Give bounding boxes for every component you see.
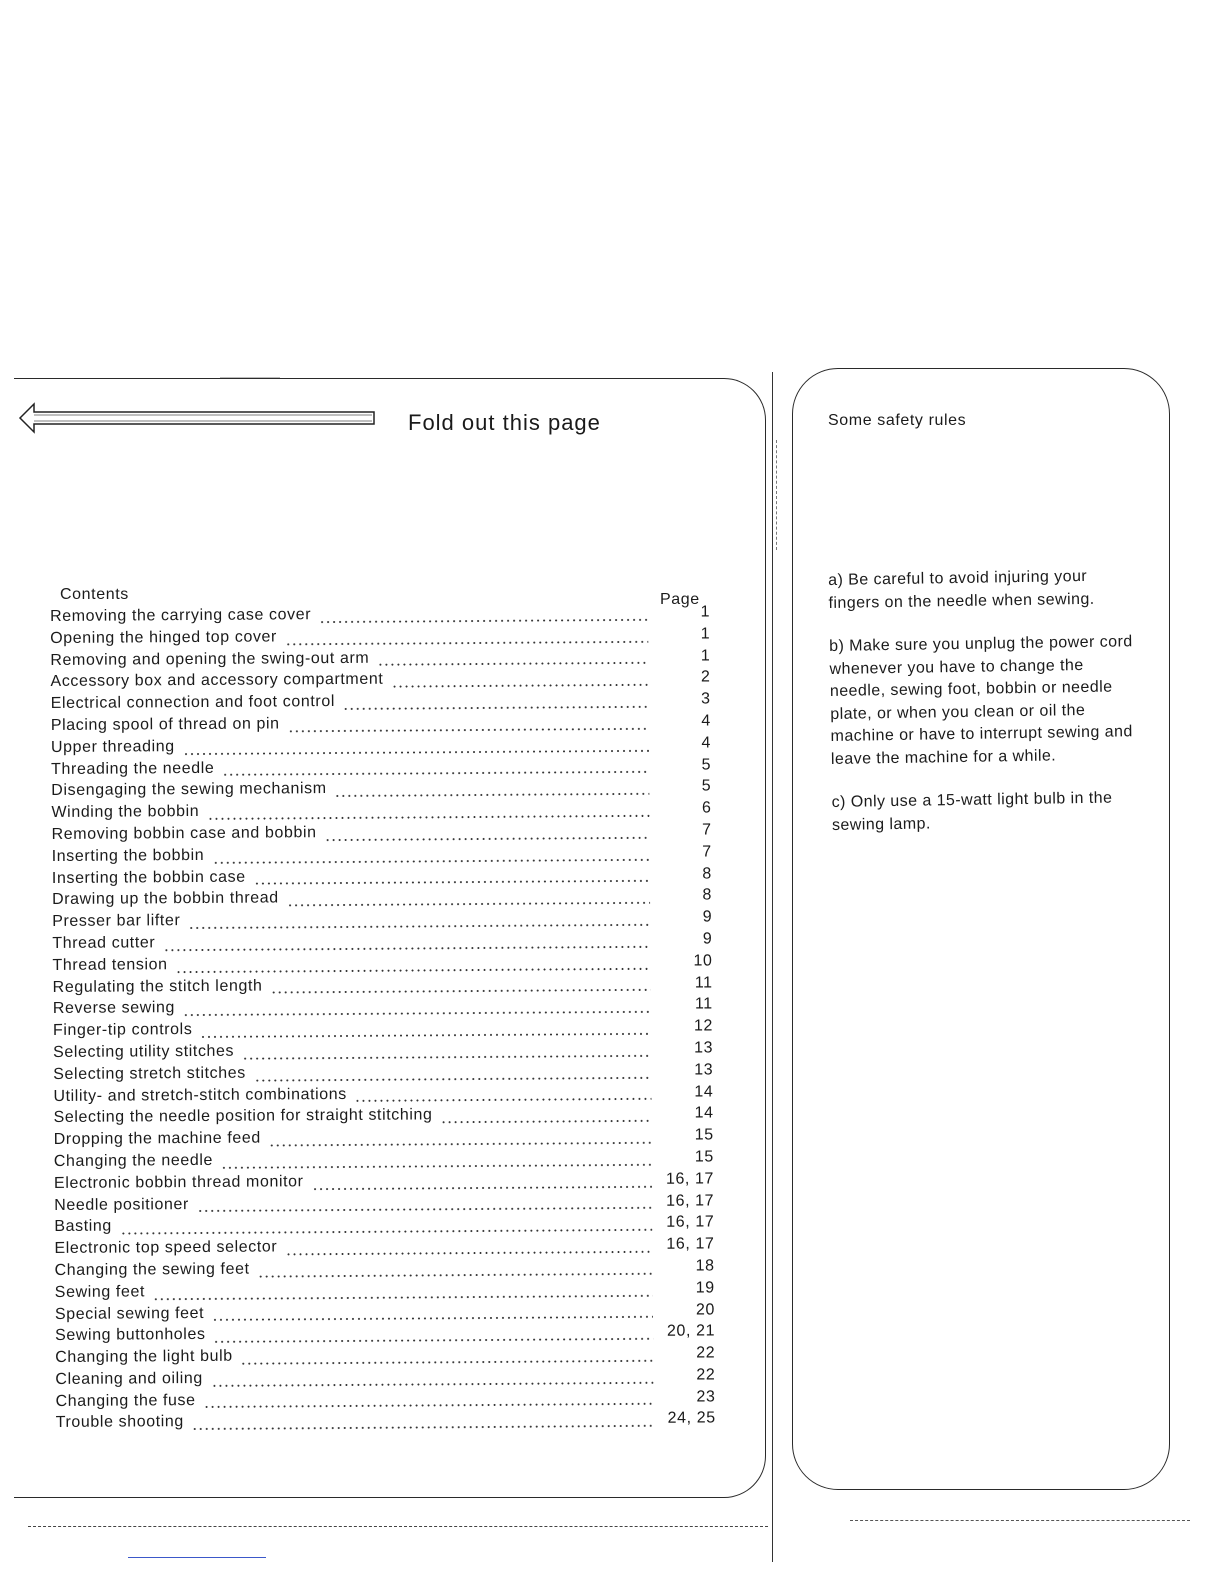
toc-entry-page: 1: [700, 646, 711, 665]
toc-dot-leader: [391, 684, 648, 688]
toc-dot-leader: [192, 1425, 654, 1430]
blue-scan-mark: [128, 1557, 266, 1558]
toc-dot-leader: [183, 1011, 651, 1016]
toc-dot-leader: [212, 1316, 653, 1321]
toc-entry-page: 19: [695, 1279, 715, 1297]
toc-dot-leader: [325, 837, 650, 841]
toc-entry-page: 15: [694, 1126, 714, 1144]
toc-entry-page: 20, 21: [666, 1322, 716, 1341]
safety-rules-title: Some safety rules: [828, 412, 967, 429]
fold-arrow-icon: [18, 400, 378, 436]
toc-entry-title: Selecting stretch stitches: [53, 1064, 246, 1083]
contents-heading: Contents: [60, 586, 129, 603]
toc-dot-leader: [285, 640, 648, 645]
toc-entry-title: Inserting the bobbin: [51, 846, 205, 865]
safety-rules-list: [828, 565, 1144, 858]
toc-dot-leader: [285, 1251, 652, 1256]
toc-entry-title: Selecting utility stitches: [53, 1042, 235, 1061]
toc-entry-title: Basting: [54, 1217, 112, 1236]
toc-entry-page: 6: [701, 799, 712, 817]
toc-entry-page: 9: [702, 908, 713, 926]
toc-entry-page: 18: [695, 1257, 715, 1275]
toc-entry-page: 3: [701, 690, 711, 708]
toc-entry-title: Opening the hinged top cover: [50, 628, 277, 647]
fold-dash-line: [776, 440, 777, 550]
toc-entry-title: Cleaning and oiling: [55, 1369, 203, 1388]
toc-entry-page: 22: [696, 1366, 716, 1384]
toc-entry-page: 11: [694, 995, 713, 1013]
toc-entry-page: 11: [694, 973, 713, 992]
toc-dot-leader: [319, 619, 648, 623]
toc-dot-leader: [271, 989, 651, 994]
toc-entry-title: Regulating the stitch length: [52, 977, 263, 996]
toc-entry-page: 13: [694, 1039, 714, 1057]
safety-rule-b: b) Make sure you unplug the power cord whenever you have to change the needle, sewing foot, bobbin or needle plate, or when you clean or oil the machine or have to interrupt sewing and leave the machine for a while.: [829, 633, 1133, 768]
toc-dot-leader: [441, 1120, 652, 1123]
toc-entry-page: 4: [701, 734, 712, 752]
right-page-frame: [792, 368, 1170, 1490]
toc-entry-page: 13: [694, 1061, 714, 1079]
center-fold-line: [772, 372, 773, 1562]
toc-dot-leader: [343, 706, 649, 710]
bottom-scan-line-right: [850, 1520, 1190, 1521]
toc-entry-title: Winding the bobbin: [51, 803, 200, 822]
toc-entry-page: 16, 17: [666, 1213, 715, 1232]
toc-entry-page: 16, 17: [665, 1170, 715, 1188]
toc-entry-title: Removing and opening the swing-out arm: [50, 649, 370, 669]
toc-entry-title: Trouble shooting: [55, 1413, 184, 1432]
toc-entry-title: Presser bar lifter: [52, 912, 181, 931]
fold-out-title: Fold out this page: [408, 410, 601, 435]
toc-entry-title: Finger-tip controls: [52, 1021, 193, 1040]
safety-rule-c: c) Only use a 15-watt light bulb in the sewing lamp.: [831, 789, 1113, 834]
toc-dot-leader: [254, 880, 650, 885]
toc-entry-title: Thread tension: [52, 955, 168, 974]
toc-dot-leader: [287, 902, 650, 907]
toc-entry-title: Upper threading: [50, 737, 175, 756]
toc-entry-page: 10: [693, 952, 713, 970]
toc-entry-page: 5: [701, 777, 712, 795]
toc-entry-title: Selecting the needle position for straight stitching: [53, 1106, 433, 1127]
toc-entry-title: Inserting the bobbin case: [51, 868, 246, 887]
toc-entry-page: 14: [694, 1104, 714, 1122]
toc-entry-page: 8: [702, 864, 712, 883]
toc-dot-leader: [355, 1098, 652, 1102]
toc-entry-page: 1: [700, 603, 711, 621]
toc-dot-leader: [242, 1055, 651, 1060]
toc-dot-leader: [211, 1381, 653, 1386]
table-of-contents: [50, 603, 716, 1438]
toc-entry-title: Special sewing feet: [54, 1304, 205, 1323]
safety-rule-a: a) Be careful to avoid injuring your fingers on the needle when sewing.: [828, 567, 1095, 612]
toc-dot-leader: [120, 1229, 652, 1235]
toc-dot-leader: [200, 1033, 651, 1038]
toc-entry-page: 24, 25: [667, 1409, 716, 1428]
toc-dot-leader: [258, 1273, 653, 1278]
toc-dot-leader: [377, 662, 648, 666]
toc-dot-leader: [222, 771, 649, 776]
toc-dot-leader: [312, 1185, 652, 1189]
toc-entry: [56, 1410, 716, 1436]
toc-entry-page: 1: [700, 625, 711, 643]
toc-entry-title: Needle positioner: [54, 1195, 189, 1214]
toc-entry-title: Reverse sewing: [52, 999, 176, 1018]
toc-entry-title: Disengaging the sewing mechanism: [51, 780, 327, 800]
toc-entry-page: 5: [701, 755, 712, 774]
toc-dot-leader: [288, 728, 649, 733]
toc-entry-page: 14: [694, 1082, 714, 1101]
toc-entry-page: 16, 17: [665, 1191, 715, 1210]
toc-dot-leader: [214, 1338, 654, 1343]
toc-entry-title: Dropping the machine feed: [53, 1129, 261, 1149]
toc-entry-page: 20: [695, 1300, 715, 1319]
toc-entry-title: Placing spool of thread on pin: [50, 715, 280, 734]
toc-dot-leader: [176, 967, 651, 972]
toc-entry-title: Changing the light bulb: [55, 1347, 233, 1367]
page-column-heading: Page: [660, 591, 700, 608]
toc-entry-page: 7: [702, 821, 712, 839]
toc-entry-title: Sewing buttonholes: [55, 1326, 206, 1345]
toc-entry-title: Electronic top speed selector: [54, 1238, 278, 1258]
toc-dot-leader: [241, 1360, 654, 1365]
toc-dot-leader: [335, 793, 650, 797]
toc-entry-title: Electrical connection and foot control: [50, 693, 336, 713]
toc-dot-leader: [197, 1207, 652, 1212]
toc-entry-title: Thread cutter: [52, 934, 156, 952]
toc-dot-leader: [254, 1076, 651, 1081]
toc-entry-page: 22: [696, 1344, 716, 1362]
toc-entry-page: 15: [694, 1148, 714, 1166]
toc-entry-page: 23: [696, 1388, 716, 1406]
toc-entry-page: 9: [702, 930, 713, 948]
toc-entry-title: Changing the sewing feet: [54, 1260, 250, 1279]
toc-entry-title: Threading the needle: [51, 759, 215, 778]
toc-dot-leader: [204, 1403, 654, 1408]
toc-dot-leader: [212, 858, 649, 863]
toc-entry-title: Electronic bobbin thread monitor: [53, 1172, 304, 1192]
toc-entry-title: Removing bobbin case and bobbin: [51, 824, 317, 843]
toc-entry-page: 7: [702, 843, 712, 861]
toc-entry-page: 2: [700, 668, 711, 686]
toc-entry-title: Changing the needle: [53, 1151, 214, 1170]
toc-dot-leader: [269, 1142, 652, 1147]
toc-entry-page: 12: [693, 1017, 713, 1035]
toc-entry-title: Removing the carrying case cover: [50, 606, 312, 625]
toc-entry-title: Utility- and stretch-stitch combinations: [53, 1085, 347, 1105]
toc-entry-title: Accessory box and accessory compartment: [50, 671, 384, 691]
toc-entry-title: Changing the fuse: [55, 1391, 196, 1410]
toc-entry-page: 8: [702, 886, 713, 904]
toc-dot-leader: [221, 1164, 652, 1169]
toc-entry-title: Sewing feet: [54, 1283, 146, 1301]
toc-entry-title: Drawing up the bobbin thread: [51, 889, 279, 909]
toc-dot-leader: [163, 946, 650, 951]
toc-dot-leader: [153, 1294, 653, 1299]
toc-dot-leader: [207, 815, 649, 820]
toc-dot-leader: [188, 924, 650, 929]
toc-entry-page: 4: [701, 712, 711, 730]
bottom-scan-line-left: [28, 1526, 768, 1527]
top-scan-line: [220, 377, 280, 378]
toc-entry-page: 16, 17: [666, 1235, 715, 1253]
toc-dot-leader: [183, 749, 649, 754]
